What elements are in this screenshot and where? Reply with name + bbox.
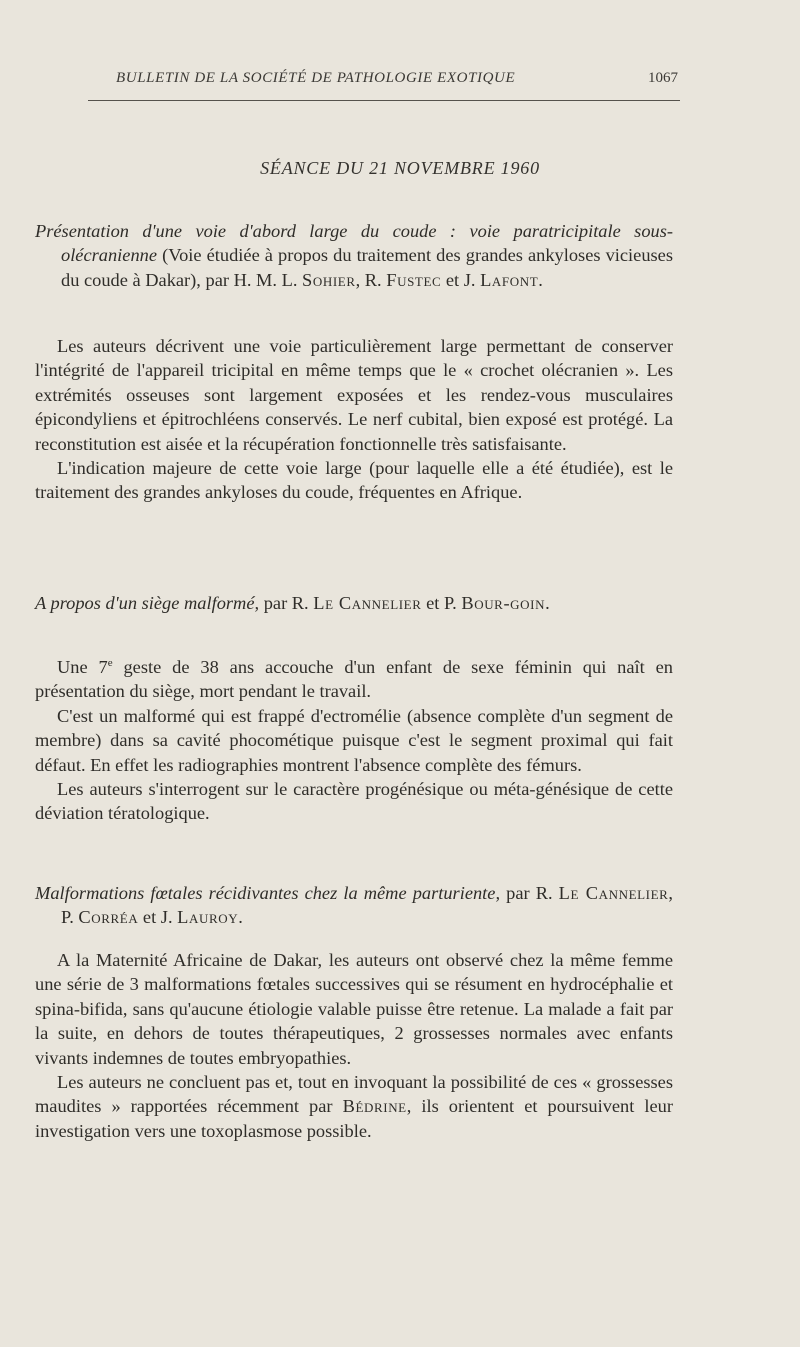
- session-title: SÉANCE DU 21 NOVEMBRE 1960: [260, 158, 540, 178]
- article-3-title-italic: Malformations fœtales récidivantes chez la même parturiente,: [35, 883, 501, 903]
- running-head: [116, 70, 678, 87]
- article-2-paragraph-1: [35, 655, 673, 704]
- article-2-paragraph-1-sup: e: [107, 656, 113, 669]
- article-1-sep-2: et J.: [441, 269, 481, 290]
- article-1-author-1: Sohier: [302, 269, 356, 290]
- article-2-author-1: Le Cannelier: [313, 593, 422, 613]
- article-2-author-2: Bour-goin: [461, 593, 546, 613]
- article-3-paragraph-2-start: Les auteurs ne concluent pas et, tout en invoquant la possibilité de ces « grossesses maudites » rapportées récemment par: [35, 1072, 673, 1117]
- header-rule: [88, 100, 680, 101]
- article-1-title: [35, 219, 673, 292]
- article-3-title-rest: par R.: [500, 883, 559, 903]
- article-1-paragraph-1: Les auteurs décrivent une voie particulièrement large permettant de conserver l'intégrité de l'appareil tricipital en même temps que le « crochet olécranien ». Les extrémités osseuses sont largement exposées et les rendez-vous musculaires épicondyliens et épitrochléens conservés. Le nerf cubital, bien exposé est protégé. La reconstitution est aisée et la récupération fonctionnelle très satisfaisante.: [35, 336, 673, 454]
- article-2-paragraph-1-start: Une 7: [57, 657, 108, 677]
- article-1-sep-1: , R.: [355, 269, 387, 290]
- article-1-author-3: Lafont: [480, 269, 539, 290]
- article-1-author-2: Fustec: [386, 269, 442, 290]
- article-2-paragraph-3: Les auteurs s'interrogent sur le caractère progénésique ou méta-génésique de cette déviation tératologique.: [35, 779, 673, 824]
- article-2-sep-1: et P.: [421, 593, 462, 613]
- article-3-sep-2: et J.: [138, 907, 178, 928]
- article-1-body: [35, 334, 673, 505]
- article-1-paragraph-2: L'indication majeure de cette voie large (pour laquelle elle a été étudiée), est le traitement des grandes ankyloses du coude, fréquentes en Afrique.: [35, 458, 673, 503]
- article-2-end: .: [545, 593, 550, 613]
- article-3-paragraph-2-author: Bédrine: [342, 1096, 407, 1117]
- article-1-title-rest: (Voie étudiée à propos du traitement des grandes ankyloses vicieuses du coude à Dakar), par H. M. L.: [61, 245, 673, 290]
- article-3-paragraph-1: A la Maternité Africaine de Dakar, les auteurs ont observé chez la même femme une série de 3 malformations fœtales successives qui se résument en hydrocéphalie et spina-bifida, sans qu'aucune étiologie valable puisse être retenue. La malade a fait par la suite, en dehors de toutes thérapeutiques, 2 grossesses normales avec enfants vivants indemnes de toutes embryopathies.: [35, 950, 673, 1068]
- article-2-paragraph-1-rest: geste de 38 ans accouche d'un enfant de sexe féminin qui naît en présentation du siège, mort pendant le travail.: [35, 657, 673, 702]
- article-3-paragraph-2: [35, 1070, 673, 1143]
- journal-title: BULLETIN DE LA SOCIÉTÉ DE PATHOLOGIE EXOTIQUE: [116, 70, 516, 86]
- article-3-author-1: Le Cannelier: [558, 883, 669, 903]
- article-3-sep-1: , P.: [61, 883, 673, 928]
- page-number: 1067: [648, 70, 678, 86]
- article-3-author-2: Corréa: [78, 907, 139, 928]
- article-2-paragraph-2: C'est un malformé qui est frappé d'ectromélie (absence complète d'un segment de membre) dans sa cavité phocométique puisque c'est le segment proximal qui fait défaut. En effet les radiographies montrent l'absence complète des fémurs.: [35, 705, 673, 775]
- article-3-end: .: [238, 907, 243, 928]
- article-2-title: [35, 591, 673, 615]
- article-2-title-rest: par R.: [259, 593, 314, 613]
- article-3-title: [35, 881, 673, 930]
- article-3-paragraph-2-rest: , ils orientent et poursuivent leur investigation vers une toxoplasmose possible.: [35, 1096, 673, 1141]
- article-3-author-3: Lauroy: [177, 907, 239, 928]
- article-2-body: [35, 655, 673, 826]
- article-3-body: [35, 948, 673, 1143]
- article-2-title-italic: A propos d'un siège malformé,: [35, 593, 260, 613]
- article-1-title-italic: Présentation d'une voie d'abord large du coude : voie paratricipitale sous-olécranienne: [35, 221, 673, 266]
- article-1-end: .: [538, 269, 543, 290]
